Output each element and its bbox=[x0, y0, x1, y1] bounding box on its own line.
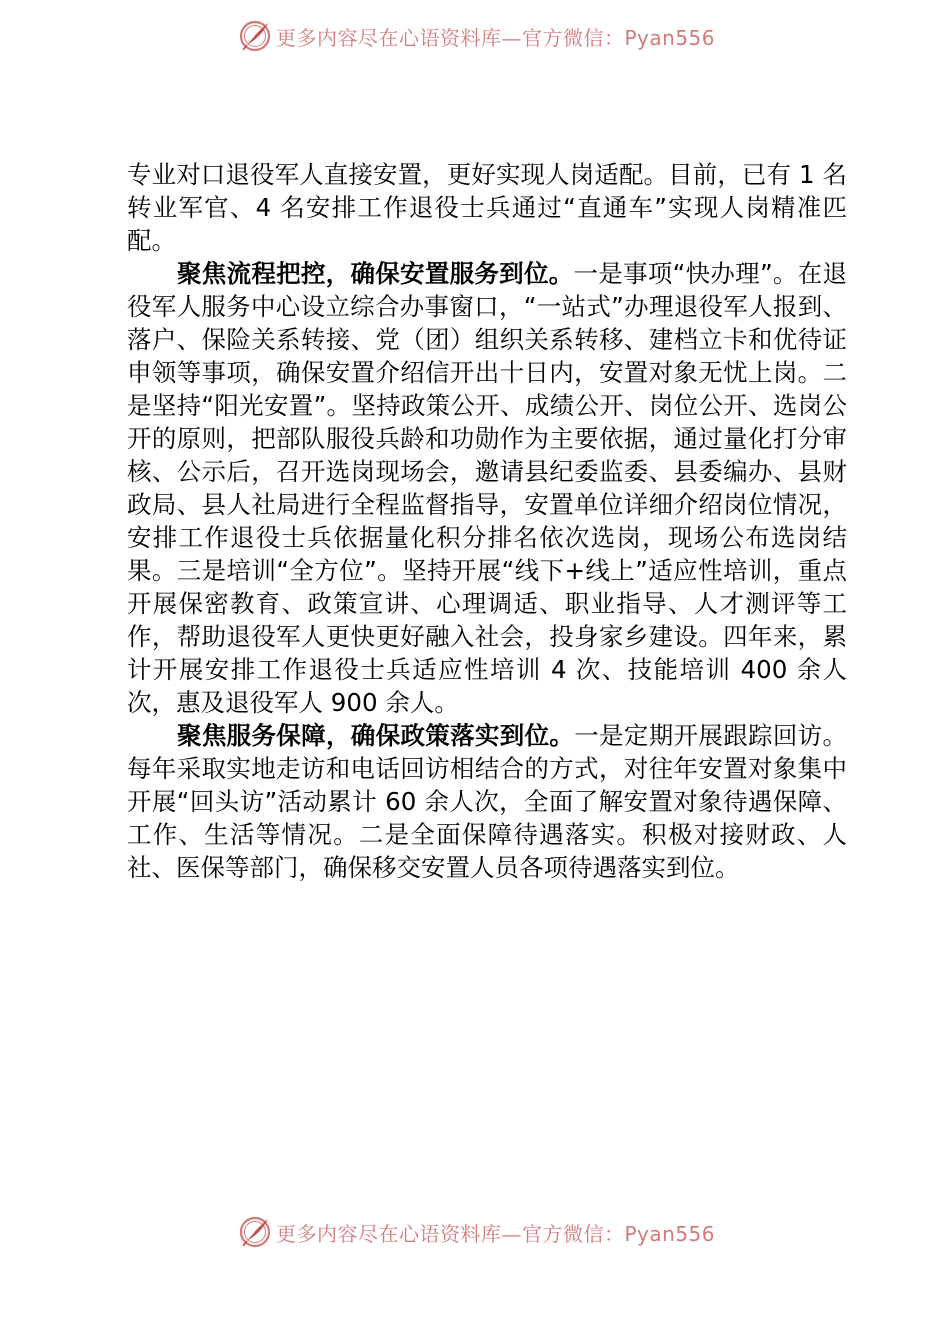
header-watermark bbox=[238, 18, 715, 54]
paragraph-continuation bbox=[127, 158, 847, 257]
watermark-text: 更多内容尽在心语资料库—官方微信：Pyan556 bbox=[276, 1221, 716, 1246]
feather-seal-icon bbox=[238, 1215, 272, 1249]
feather-seal-icon bbox=[238, 19, 272, 53]
watermark-handle: Pyan556 bbox=[624, 25, 716, 50]
paragraph-lead: 聚焦流程把控，确保安置服务到位。 bbox=[177, 259, 574, 288]
footer-watermark bbox=[238, 1214, 715, 1250]
paragraph-service-guarantee bbox=[127, 719, 847, 884]
paragraph-lead: 聚焦服务保障，确保政策落实到位。 bbox=[177, 721, 575, 750]
article-body bbox=[127, 158, 847, 884]
paragraph-body: 一是定期开展跟踪回访。每年采取实地走访和电话回访相结合的方式，对往年安置对象集中开展“回头访”活动累计 60 余人次，全面了解安置对象待遇保障、工作、生活等情况。二是全面保障待遇落实。积极对接财政、人社、医保等部门，确保移交安置人员各项待遇落实到位。 bbox=[127, 721, 848, 882]
watermark-text: 更多内容尽在心语资料库—官方微信：Pyan556 bbox=[276, 25, 716, 50]
watermark-handle: Pyan556 bbox=[624, 1221, 716, 1246]
paragraph-body: 专业对口退役军人直接安置，更好实现人岗适配。目前，已有 1 名转业军官、4 名安排工作退役士兵通过“直通车”实现人岗精准匹配。 bbox=[127, 160, 847, 255]
paragraph-body: 一是事项“快办理”。在退役军人服务中心设立综合办事窗口，“一站式”办理退役军人报到、落户、保险关系转接、党（团）组织关系转移、建档立卡和优待证申领等事项，确保安置介绍信开出十日内，安置对象无忧上岗。二是坚持“阳光安置”。坚持政策公开、成绩公开、岗位公开、选岗公开的原则，把部队服役兵龄和功勋作为主要依据，通过量化打分审核、公示后，召开选岗现场会，邀请县纪委监委、县委编办、县财政局、县人社局进行全程监督指导，安置单位详细介绍岗位情况，安排工作退役士兵依据量化积分排名依次选岗，现场公布选岗结果。三是培训“全方位”。坚持开展“线下+线上”适应性培训，重点开展保密教育、政策宣讲、心理调适、职业指导、人才测评等工作，帮助退役军人更快更好融入社会，投身家乡建设。四年来，累计开展安排工作退役士兵适应性培训 4 次、技能培训 400 余人次，惠及退役军人 900 余人。 bbox=[127, 259, 848, 717]
paragraph-process-control bbox=[127, 257, 847, 719]
